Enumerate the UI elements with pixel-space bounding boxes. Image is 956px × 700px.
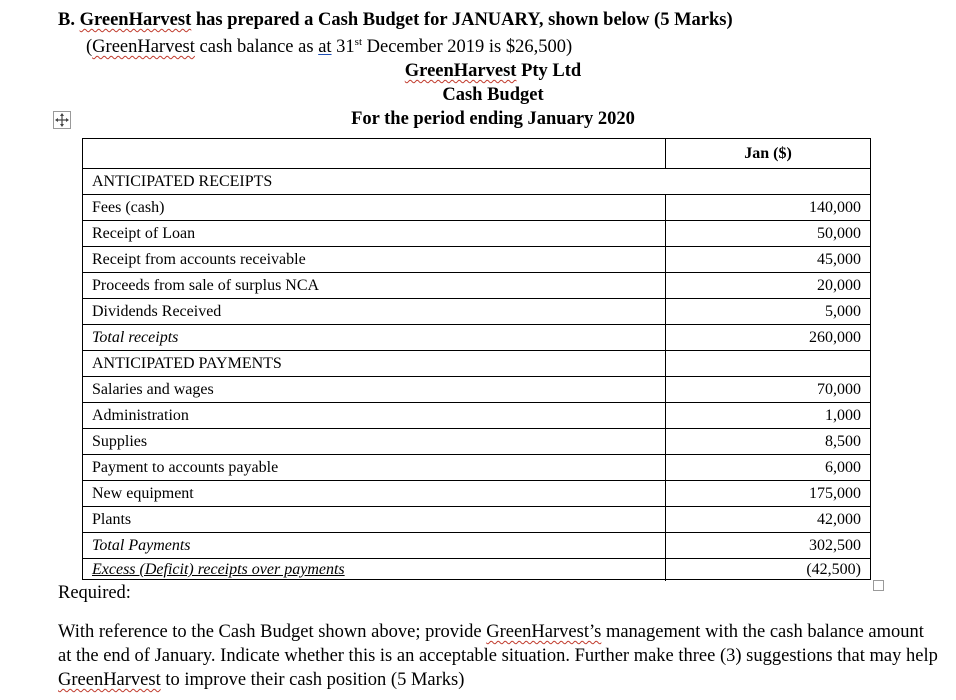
table-row xyxy=(83,429,870,455)
table-row xyxy=(83,247,870,273)
row-amount: 42,000 xyxy=(817,511,861,528)
company-name: GreenHarvest xyxy=(404,61,517,81)
company-line xyxy=(0,61,956,82)
table-row xyxy=(83,403,870,429)
question-company-name: GreenHarvest xyxy=(58,670,161,690)
row-label: Receipt from accounts receivable xyxy=(92,251,306,268)
row-label: Total Payments xyxy=(92,537,191,554)
subheading-company-name: GreenHarvest xyxy=(92,37,195,58)
company-suffix: Pty Ltd xyxy=(516,61,582,81)
heading-prefix: B. xyxy=(58,10,80,30)
row-label: ANTICIPATED RECEIPTS xyxy=(92,173,273,190)
table-row xyxy=(83,377,870,403)
row-amount: 6,000 xyxy=(825,459,861,476)
row-label: Supplies xyxy=(92,433,148,450)
table-row xyxy=(83,221,870,247)
row-label: Dividends Received xyxy=(92,303,222,320)
row-label: Salaries and wages xyxy=(92,381,214,398)
row-amount: 1,000 xyxy=(825,407,861,424)
row-amount: 20,000 xyxy=(817,277,861,294)
row-amount: 70,000 xyxy=(817,381,861,398)
row-label: Fees (cash) xyxy=(92,199,165,216)
row-amount: 45,000 xyxy=(817,251,861,268)
period-line: For the period ending January 2020 xyxy=(351,109,635,129)
row-amount: 50,000 xyxy=(817,225,861,242)
subheading-open: ( xyxy=(86,37,93,58)
row-amount: 8,500 xyxy=(825,433,861,450)
question-part1: With reference to the Cash Budget shown above; provide xyxy=(58,622,487,642)
row-amount: 175,000 xyxy=(809,485,861,502)
subheading-ordinal: st xyxy=(354,36,363,48)
row-amount: 5,000 xyxy=(825,303,861,320)
heading-text: has prepared a Cash Budget for JANUARY, shown below (5 Marks) xyxy=(191,10,733,30)
table-move-handle[interactable] xyxy=(53,111,71,129)
question-text xyxy=(58,620,938,692)
required-label: Required: xyxy=(58,583,131,603)
opening-balance-note xyxy=(86,36,572,58)
table-row xyxy=(83,299,870,325)
table-row xyxy=(83,533,870,559)
table-row xyxy=(83,557,870,583)
table-row xyxy=(83,169,870,195)
row-label: Plants xyxy=(92,511,132,528)
row-label: Proceeds from sale of surplus NCA xyxy=(92,277,320,294)
row-label: Total receipts xyxy=(92,329,179,346)
table-row xyxy=(83,195,870,221)
row-label: Payment to accounts payable xyxy=(92,459,279,476)
column-header-jan: Jan ($) xyxy=(744,145,792,162)
question-company-possessive: GreenHarvest’s xyxy=(486,622,602,642)
row-label: ANTICIPATED PAYMENTS xyxy=(92,355,282,372)
table-row xyxy=(83,455,870,481)
row-amount: 140,000 xyxy=(809,199,861,216)
subheading-rest: December 2019 is $26,500) xyxy=(362,37,573,58)
table-row xyxy=(83,481,870,507)
table-row xyxy=(83,351,870,377)
row-amount: (42,500) xyxy=(806,561,861,578)
row-label: Administration xyxy=(92,407,189,424)
row-label: New equipment xyxy=(92,485,194,502)
heading-company-name: GreenHarvest xyxy=(79,10,192,30)
row-label: Receipt of Loan xyxy=(92,225,196,242)
subheading-day: 31 xyxy=(331,37,355,58)
row-label: Excess (Deficit) receipts over payments xyxy=(92,561,345,578)
question-part2: management with the cash balance amount at the end of January. Indicate whether this is an acceptable situation. Further make three (3) suggestions that may help xyxy=(58,622,938,666)
question-heading xyxy=(58,10,733,31)
row-amount: 302,500 xyxy=(809,537,861,554)
document-title: Cash Budget xyxy=(442,85,544,105)
question-part3: to improve their cash position (5 Marks) xyxy=(160,670,465,690)
table-row xyxy=(83,273,870,299)
table-row xyxy=(83,507,870,533)
table-resize-handle[interactable] xyxy=(873,580,884,591)
row-amount: 260,000 xyxy=(809,329,861,346)
cash-budget-table xyxy=(82,138,871,580)
move-arrows-icon xyxy=(54,112,70,128)
subheading-mid: cash balance as xyxy=(194,37,319,58)
subheading-at: at xyxy=(318,37,332,58)
table-row xyxy=(83,325,870,351)
